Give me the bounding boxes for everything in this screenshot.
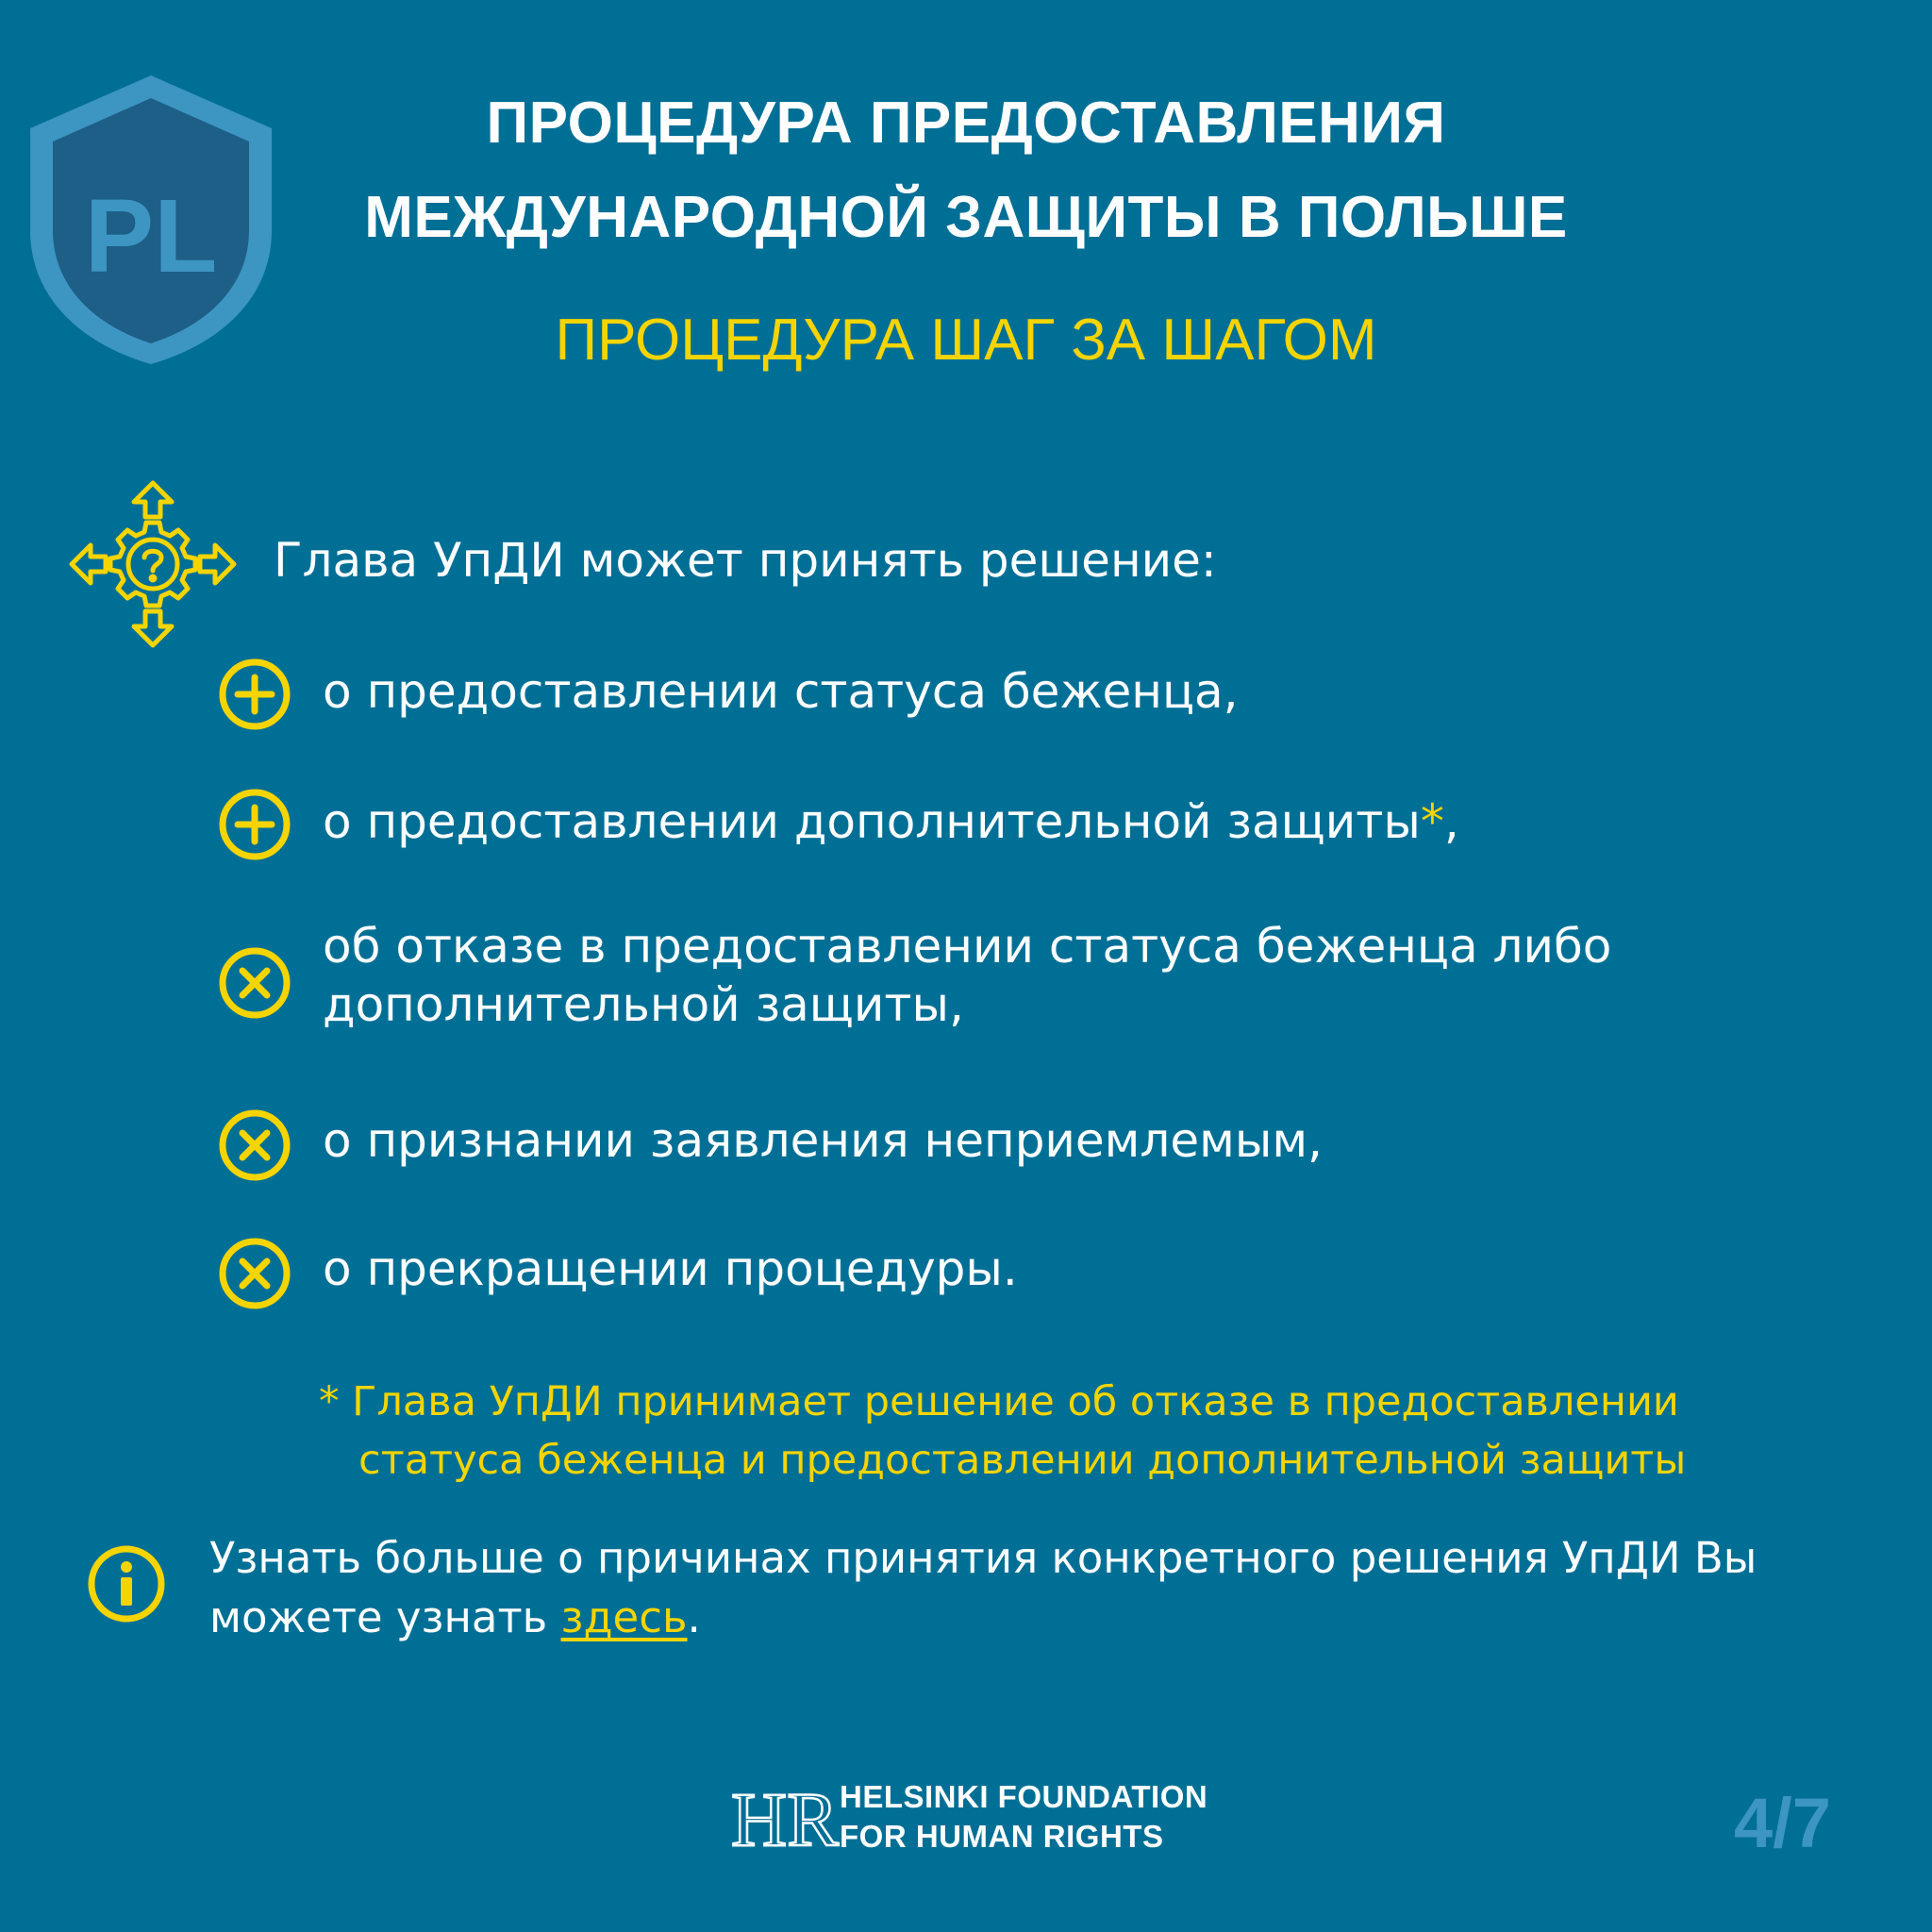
hr-monogram-icon	[731, 1776, 839, 1862]
more-info-line-1: Узнать больше о причинах принятия конкретного решения УпДИ Вы	[209, 1533, 1757, 1583]
decision-gear-icon	[68, 479, 238, 649]
shield-badge-text: PL	[84, 178, 218, 294]
option-inadmissible: о признании заявления неприемлемым,	[323, 1113, 1323, 1168]
shield-icon	[25, 70, 277, 370]
option-text-line-1: об отказе в предоставлении статуса беженца либо	[323, 919, 1612, 974]
x-circle-icon	[217, 945, 292, 1021]
footnote-line-2: статуса беженца и предоставлении дополнительной защиты	[358, 1437, 1687, 1484]
logo-text-line-1: HELSINKI FOUNDATION	[840, 1779, 1208, 1814]
page-title-line-2: МЕЖДУНАРОДНОЙ ЗАЩИТЫ В ПОЛЬШЕ	[364, 185, 1568, 250]
page-title-line-1: ПРОЦЕДУРА ПРЕДОСТАВЛЕНИЯ	[486, 91, 1446, 156]
option-discontinuation: о прекращении процедуры.	[323, 1241, 1018, 1296]
option-refugee-status: о предоставлении статуса беженца,	[323, 664, 1239, 719]
footnote-star: *	[1420, 794, 1444, 849]
option-text: о предоставлении дополнительной защиты	[323, 794, 1421, 849]
footnote	[319, 1373, 1686, 1490]
plus-circle-icon	[217, 787, 292, 862]
page-subtitle: ПРОЦЕДУРА ШАГ ЗА ШАГОМ	[555, 308, 1377, 373]
x-circle-icon	[217, 1236, 292, 1311]
more-info-suffix: .	[687, 1592, 701, 1642]
logo-text-line-2: FOR HUMAN RIGHTS	[840, 1819, 1164, 1854]
option-suffix: ,	[1443, 794, 1459, 849]
option-refusal	[323, 917, 1611, 1034]
plus-circle-icon	[217, 657, 292, 732]
footnote-line-1: * Глава УпДИ принимает решение об отказе в предоставлении	[319, 1378, 1679, 1425]
page-indicator: 4/7	[1734, 1784, 1831, 1862]
option-text-line-2: дополнительной защиты,	[323, 977, 964, 1032]
info-icon	[87, 1544, 166, 1624]
hfhr-logo	[731, 1776, 1208, 1862]
more-info-line-2	[209, 1588, 1757, 1647]
decision-intro: Глава УпДИ может принять решение:	[274, 533, 1217, 588]
option-subsidiary-protection	[323, 792, 1459, 851]
more-info-link[interactable]: здесь	[560, 1592, 688, 1642]
more-info-text	[209, 1528, 1757, 1647]
logo-mark-text: HR	[731, 1776, 839, 1862]
x-circle-icon	[217, 1108, 292, 1183]
more-info-prefix: можете узнать	[209, 1592, 561, 1642]
